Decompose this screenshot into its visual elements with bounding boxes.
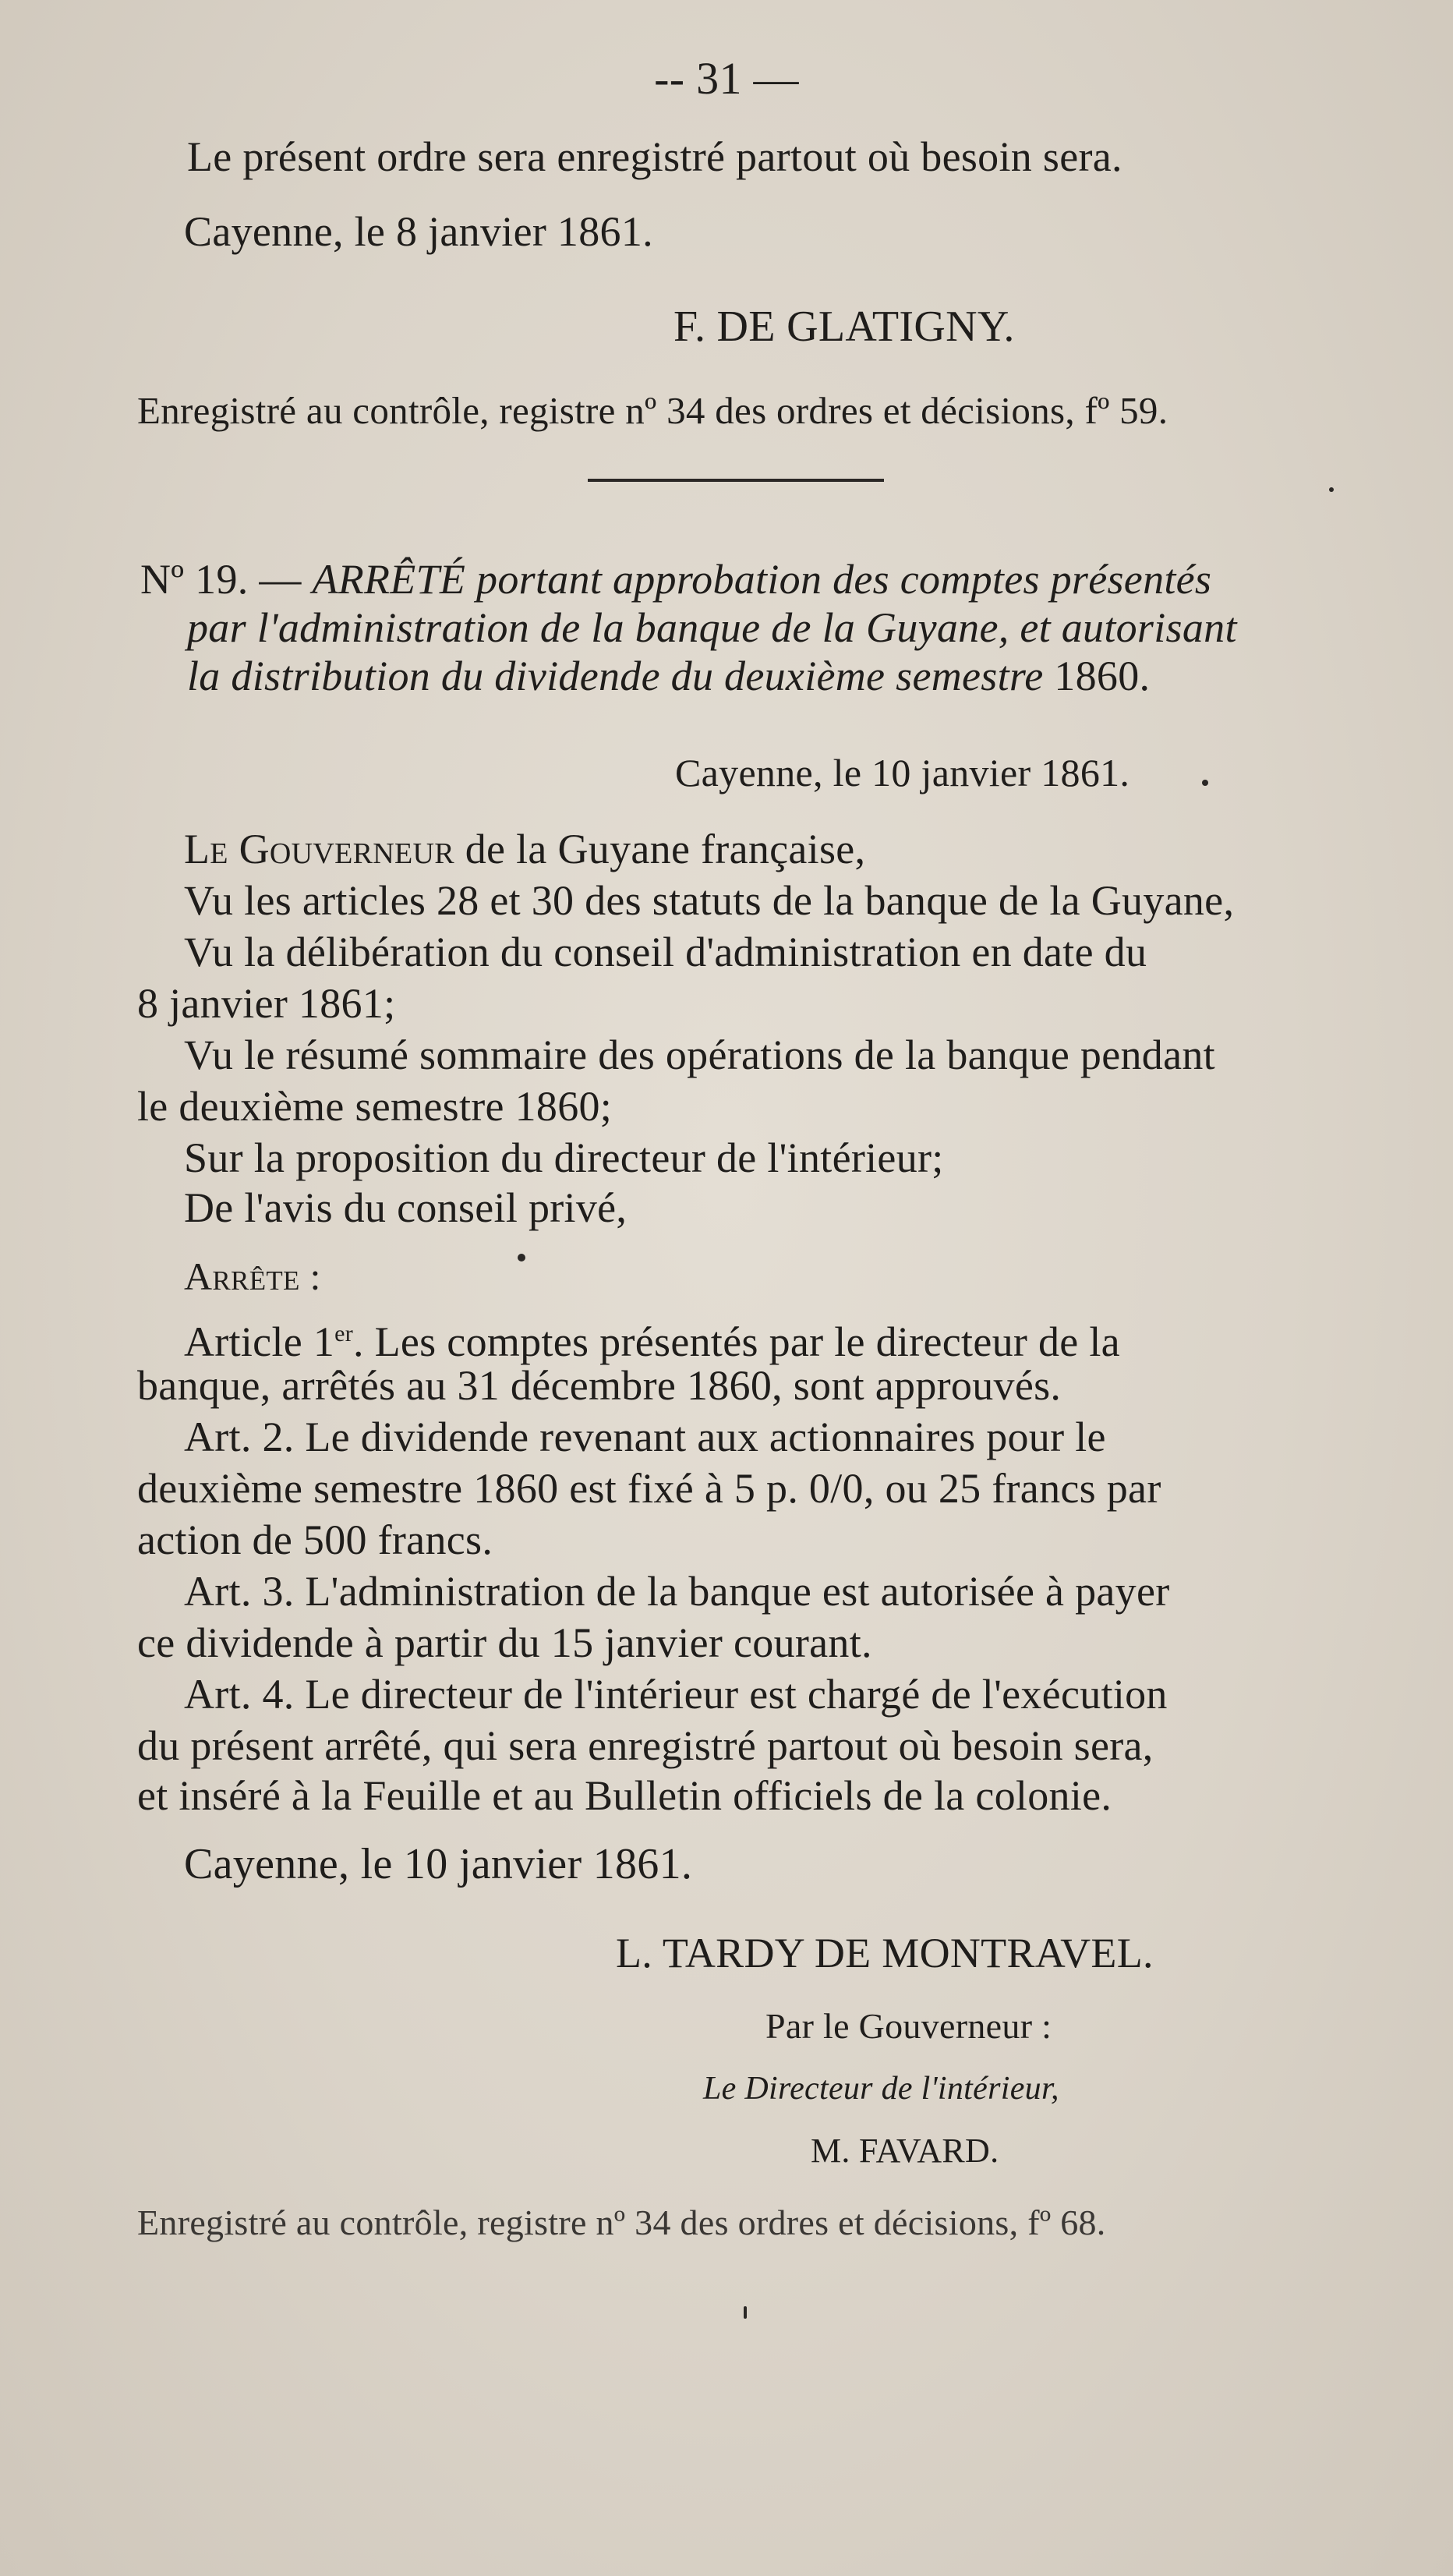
vu-deliberation-line-1: Vu la délibération du conseil d'administration en date du bbox=[184, 929, 1147, 975]
closing-signature: L. TARDY DE MONTRAVEL. bbox=[616, 1930, 1154, 1976]
article-3-line-1: Art. 3. L'administration de la banque est autorisée à payer bbox=[184, 1568, 1170, 1615]
par-le-gouverneur: Par le Gouverneur : bbox=[765, 2006, 1052, 2046]
arrete-heading-word: ARRÊTÉ bbox=[312, 556, 466, 603]
ink-speck bbox=[1329, 487, 1334, 492]
vu-resume-line-1: Vu le résumé sommaire des opérations de la banque pendant bbox=[184, 1031, 1215, 1078]
section-divider bbox=[588, 479, 884, 482]
article-2-line-3: action de 500 francs. bbox=[137, 1516, 493, 1563]
article-4-line-1: Art. 4. Le directeur de l'intérieur est chargé de l'exécution bbox=[184, 1671, 1168, 1718]
article-1-text: . Les comptes présentés par le directeur de la bbox=[353, 1318, 1120, 1365]
vu-resume-line-2: le deuxième semestre 1860; bbox=[137, 1083, 613, 1130]
article-1-line-1 bbox=[184, 1310, 1120, 1366]
ink-speck bbox=[1202, 780, 1208, 786]
favard-signature: M. FAVARD. bbox=[811, 2132, 999, 2170]
vu-deliberation-line-2: 8 janvier 1861; bbox=[137, 980, 396, 1027]
closing-registration: Enregistré au contrôle, registre nº 34 des ordres et décisions, fº 68. bbox=[137, 2203, 1106, 2242]
article-2-line-1: Art. 2. Le dividende revenant aux actionnaires pour le bbox=[184, 1414, 1106, 1460]
enregistrement-order-line: Le présent ordre sera enregistré partout où besoin sera. bbox=[187, 133, 1122, 180]
first-signature: F. DE GLATIGNY. bbox=[673, 303, 1015, 351]
article-1-label: Article 1 bbox=[184, 1318, 335, 1365]
governor-rest: de la Guyane française, bbox=[465, 826, 866, 872]
article-2-line-2: deuxième semestre 1860 est fixé à 5 p. 0/0, ou 25 francs par bbox=[137, 1465, 1161, 1512]
ink-speck bbox=[744, 2306, 747, 2319]
first-registration: Enregistré au contrôle, registre nº 34 des ordres et décisions, fº 59. bbox=[137, 389, 1168, 432]
article-4-line-2: du présent arrêté, qui sera enregistré partout où besoin sera, bbox=[137, 1722, 1154, 1769]
arrete-title-year: 1860. bbox=[1054, 653, 1151, 699]
closing-date: Cayenne, le 10 janvier 1861. bbox=[184, 1840, 693, 1888]
arrete-keyword: Arrête : bbox=[184, 1254, 321, 1298]
arrete-number: Nº 19. — bbox=[140, 556, 302, 603]
article-1-line-2: banque, arrêtés au 31 décembre 1860, sont approuvés. bbox=[137, 1362, 1062, 1409]
arrete-title-line-1 bbox=[140, 555, 1211, 603]
article-4-line-3: et inséré à la Feuille et au Bulletin officiels de la colonie. bbox=[137, 1772, 1112, 1819]
arrete-place-date: Cayenne, le 10 janvier 1861. bbox=[675, 751, 1130, 794]
governor-title: Le Gouverneur bbox=[184, 826, 454, 872]
ink-speck bbox=[518, 1254, 525, 1261]
article-1-superscript: er bbox=[334, 1321, 354, 1346]
page-number: -- 31 — bbox=[654, 53, 799, 104]
first-date-line: Cayenne, le 8 janvier 1861. bbox=[184, 208, 653, 255]
vu-articles: Vu les articles 28 et 30 des statuts de la banque de la Guyane, bbox=[184, 877, 1235, 924]
article-3-line-2: ce dividende à partir du 15 janvier courant. bbox=[137, 1619, 872, 1666]
sur-proposition: Sur la proposition du directeur de l'intérieur; bbox=[184, 1134, 944, 1181]
arrete-title-rest: portant approbation des comptes présentés bbox=[476, 556, 1212, 603]
arrete-title-line-2: par l'administration de la banque de la Guyane, et autorisant bbox=[187, 604, 1237, 651]
avis-conseil: De l'avis du conseil privé, bbox=[184, 1184, 628, 1231]
arrete-title-text: la distribution du dividende du deuxième semestre bbox=[187, 653, 1044, 699]
directeur-title: Le Directeur de l'intérieur, bbox=[703, 2071, 1059, 2107]
governor-line bbox=[184, 825, 865, 873]
arrete-title-line-3 bbox=[187, 652, 1150, 700]
